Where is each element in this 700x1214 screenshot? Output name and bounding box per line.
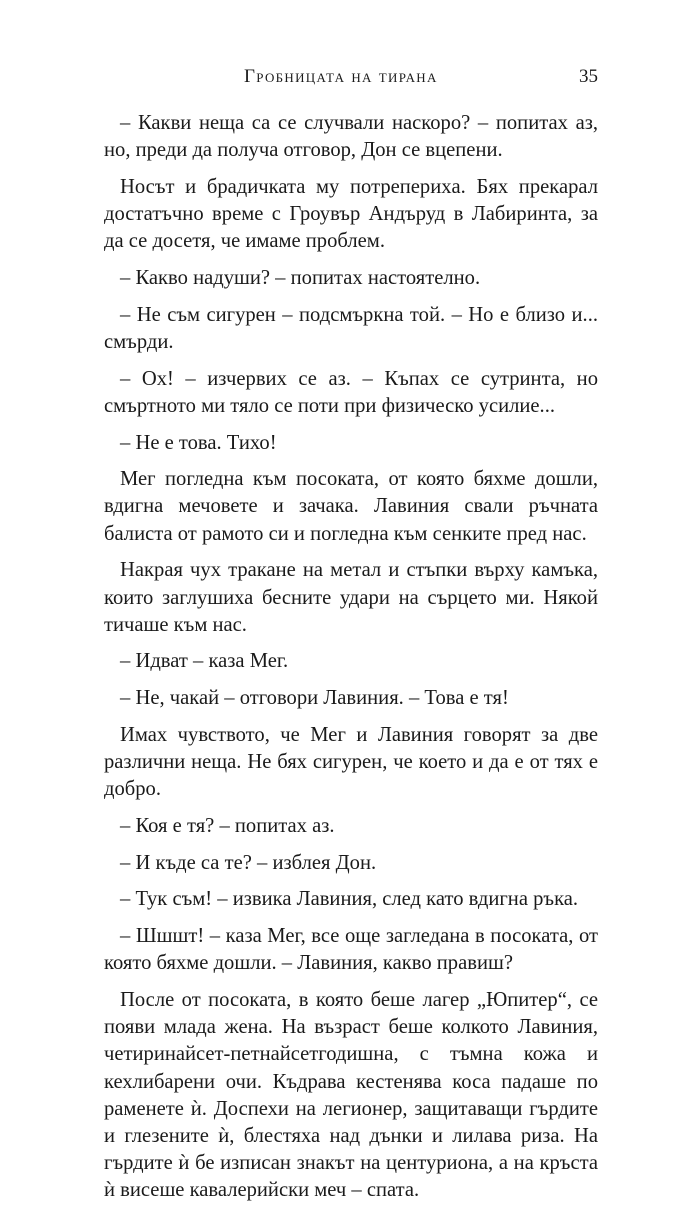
paragraph: – Шшшт! – каза Мег, все още загледана в посоката, от която бяхме дошли. – Лавиния, какво правиш? [104, 925, 598, 975]
paragraph: После от посоката, в която беше лагер „Юпитер“, се появи млада жена. На възраст беше колкото Лавиния, четиринайсет-петнайсетгодишна, с тъмна кожа и кехлибарени очи. Къдрава кестенява коса падаше по раменете ѝ. Доспехи на легионер, защитаващи гърдите и глезените ѝ, блестяха над дънки и лилава риза. На гърдите ѝ бе изписан знакът на центуриона, а на кръста ѝ висеше кавалерийски меч – спата. [104, 988, 598, 1202]
paragraph: – Не е това. Тихо! [120, 431, 277, 454]
page-number: 35 [579, 66, 598, 87]
paragraph: – Идват – каза Мег. [120, 650, 289, 673]
paragraph: Носът и брадичката му потреперихa. Бях прекарал достатъчно време с Гроувър Андъруд в Лабиринта, за да се досетя, че имаме проблем. [104, 175, 598, 253]
body-text [104, 110, 598, 1214]
paragraph: – Не съм сигурен – подсмъркна той. – Но е близо и... смърди. [104, 303, 598, 353]
paragraph: – Не, чакай – отговори Лавиния. – Това е тя! [120, 687, 509, 710]
paragraph: Имах чувството, че Мег и Лавиния говорят за две различни неща. Не бях сигурен, че което и да е от тях е добро. [104, 723, 598, 801]
paragraph: – И къде са те? – изблея Дон. [120, 851, 377, 874]
paragraph: – Какви неща са се случвали наскоро? – попитах аз, но, преди да получа отговор, Дон се вцепени. [104, 112, 598, 162]
paragraph: – Ох! – изчервих се аз. – Къпах се сутринта, но смъртното ми тяло се поти при физическо усилие... [104, 367, 598, 417]
paragraph: – Тук съм! – извика Лавиния, след като вдигна ръка. [120, 888, 579, 911]
paragraph: – Какво надуши? – попитах настоятелно. [120, 267, 481, 290]
book-title: Гробницата на тирана [244, 66, 438, 87]
running-head [0, 66, 700, 96]
paragraph: Мег погледна към посоката, от която бяхме дошли, вдигна мечовете и зачака. Лавиния свали ръчната балиста от рамото си и погледна към сенките пред нас. [104, 468, 598, 545]
paragraph: – Коя е тя? – попитах аз. [120, 814, 335, 837]
paragraph: Накрая чух тракане на метал и стъпки върху камъка, които заглушиха бесните удари на сърцето ми. Някой тичаше към нас. [104, 559, 598, 636]
